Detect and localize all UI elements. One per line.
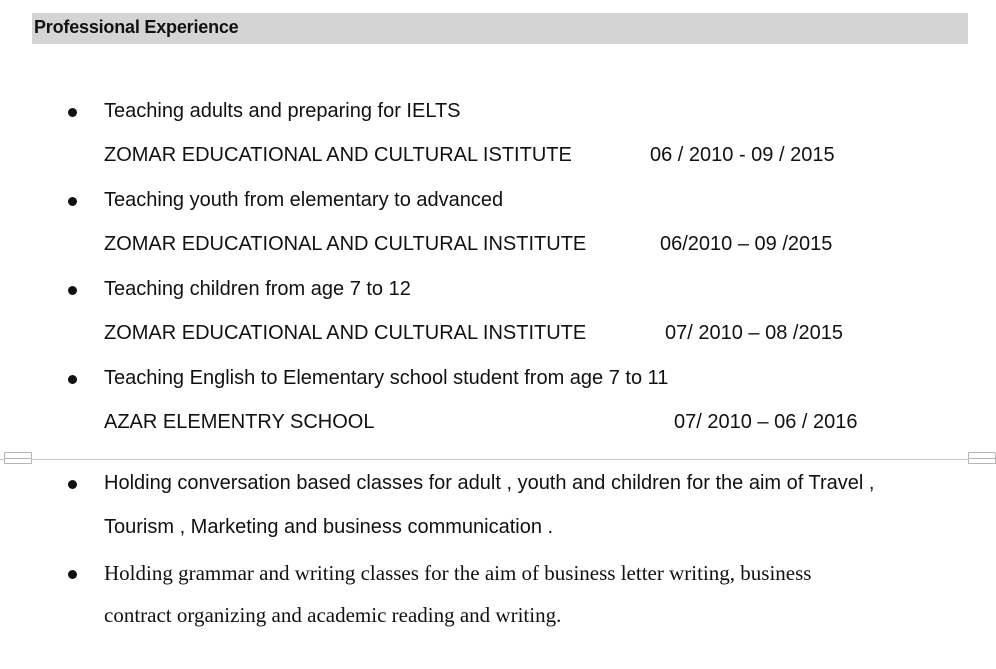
entry-organization: AZAR ELEMENTRY SCHOOL: [104, 411, 375, 433]
bullet-icon: [68, 286, 77, 295]
section-header: [32, 13, 968, 44]
bullet-icon: [68, 480, 77, 489]
entry-dates: 06/2010 – 09 /2015: [660, 233, 833, 255]
bullet-icon: [68, 375, 77, 384]
entry-dates: 06 / 2010 - 09 / 2015: [650, 144, 835, 166]
extra-line: Tourism , Marketing and business communication .: [104, 516, 554, 538]
entry-dates: 07/ 2010 – 06 / 2016: [674, 411, 858, 433]
page-break-divider: [0, 459, 996, 460]
bullet-icon: [68, 108, 77, 117]
entry-title: Teaching English to Elementary school student from age 7 to 11: [104, 367, 669, 389]
page-break-marker-left-icon: [4, 452, 32, 464]
entry-dates: 07/ 2010 – 08 /2015: [665, 322, 843, 344]
entry-title: Teaching adults and preparing for IELTS: [104, 100, 461, 122]
entry-title: Teaching children from age 7 to 12: [104, 278, 411, 300]
extra-line: Holding conversation based classes for adult , youth and children for the aim of Travel ,: [104, 472, 875, 494]
entry-organization: ZOMAR EDUCATIONAL AND CULTURAL INSTITUTE: [104, 233, 587, 255]
extra-line: contract organizing and academic reading and writing.: [104, 603, 562, 627]
bullet-icon: [68, 570, 77, 579]
entry-title: Teaching youth from elementary to advanced: [104, 189, 504, 211]
entry-organization: ZOMAR EDUCATIONAL AND CULTURAL ISTITUTE: [104, 144, 572, 166]
extra-line: Holding grammar and writing classes for the aim of business letter writing, business: [104, 561, 812, 585]
page-break-marker-right-icon: [968, 452, 996, 464]
bullet-icon: [68, 197, 77, 206]
entry-organization: ZOMAR EDUCATIONAL AND CULTURAL INSTITUTE: [104, 322, 587, 344]
section-title: Professional Experience: [34, 17, 239, 37]
